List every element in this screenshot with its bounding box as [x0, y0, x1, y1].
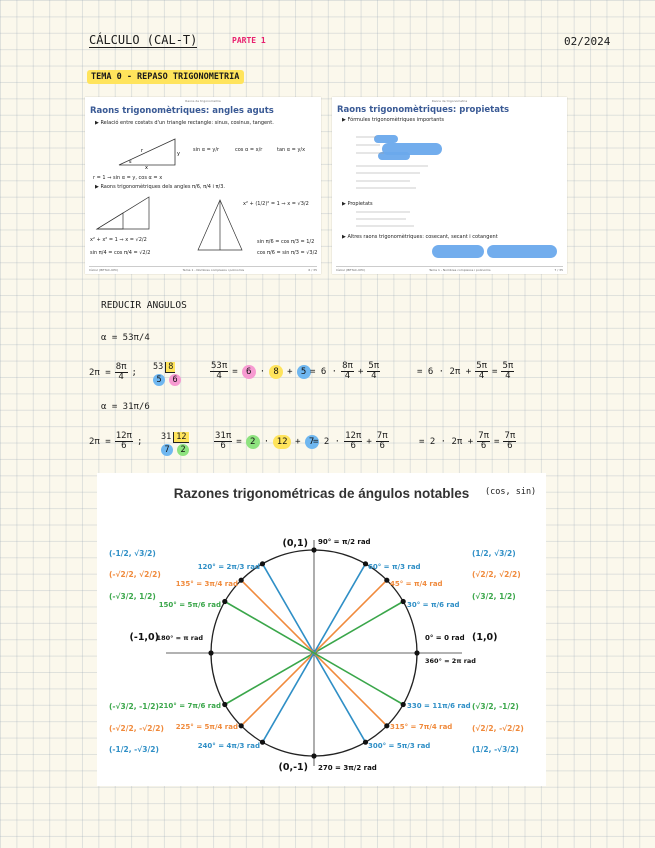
- angle-label-270: 270 = 3π/2 rad: [318, 764, 377, 772]
- coord-label: (-√3/2, -1/2): [109, 702, 159, 711]
- coord-label: (√3/2, -1/2): [472, 702, 519, 711]
- svg-text:r: r: [141, 148, 144, 154]
- decomposition: $\frac{31\pi}{6}$ = 2 · 12 + 7: [214, 432, 319, 451]
- slide-header: Raons de trigonometria: [185, 99, 221, 103]
- angle-point: [384, 578, 389, 583]
- angle-point: [222, 599, 227, 604]
- result: = 6 · 2π + $\frac{5\pi}{4}$ = $\frac{5\pi}{4}$: [417, 361, 514, 381]
- two-pi-equivalence: 2π = $\frac{12\pi}{6}$ ;: [89, 431, 143, 451]
- section-title: REDUCIR ANGULOS: [101, 300, 187, 311]
- angle-label-300: 300° = 5π/3 rad: [368, 742, 431, 750]
- coord-label: (√2/2, -√2/2): [472, 724, 524, 733]
- angle-label-210: 210° = 7π/6 rad: [158, 702, 221, 710]
- angle-label-330: 330 = 11π/6 rad: [407, 702, 471, 710]
- slide-angles-aguts: [85, 97, 321, 274]
- two-pi-equivalence: 2π = $\frac{8\pi}{4}$ ;: [89, 362, 137, 382]
- coord-label: (1/2, √3/2): [472, 549, 516, 558]
- triangle-diagram: [190, 195, 250, 255]
- coord-label: (-1/2, -√3/2): [109, 745, 159, 754]
- angle-label-120: 120° = 2π/3 rad: [197, 563, 260, 571]
- angle-point: [311, 547, 316, 552]
- slide-bullet: ▶ Raons trigonomètriques dels angles π/6, π/4 i π/3.: [95, 184, 225, 190]
- point-label-bottom: (0,-1): [278, 762, 308, 773]
- angle-point: [208, 650, 213, 655]
- equation: x² + x² = 1 ⇒ x = √2/2: [90, 237, 147, 243]
- angle-label-360: 360° = 2π rad: [425, 657, 476, 665]
- equation: sin π/4 = cos π/4 = √2/2: [90, 250, 151, 256]
- svg-text:x: x: [145, 165, 148, 169]
- coord-label: (-√2/2, -√2/2): [109, 724, 164, 733]
- slide-footer: Càlcul (BETAC-UPC) Tema 1 - Nombres complexos i polinomis 7 / 35: [336, 268, 563, 272]
- slide-title: Raons trigonomètriques: propietats: [337, 105, 510, 115]
- triangle-diagram: [115, 135, 185, 169]
- angle-point: [260, 740, 265, 745]
- angle-point: [401, 702, 406, 707]
- angle-point: [239, 723, 244, 728]
- division: 31 12 7 2: [161, 432, 189, 456]
- expanded-step: = 2 · $\frac{12\pi}{6}$ + $\frac{7\pi}{6}$: [313, 431, 388, 451]
- coord-label: (-√2/2, √2/2): [109, 570, 161, 579]
- highlight-blob: [432, 245, 484, 258]
- equation: cos π/6 = sin π/3 = √3/2: [257, 250, 318, 256]
- cos-formula: cos α = x/r: [235, 147, 263, 153]
- angle-point: [260, 561, 265, 566]
- angle-point: [414, 650, 419, 655]
- slide-footer: Càlcul (BETAC-UPC) Tema 1 - Nombres complexos i polinomis 6 / 35: [89, 268, 317, 272]
- angle-label-180: 180° = π rad: [156, 634, 203, 642]
- angle-label-225: 225° = 5π/4 rad: [175, 723, 238, 731]
- unit-circle-svg: [97, 473, 546, 786]
- division: 53 8 5 6: [153, 362, 181, 386]
- result: = 2 · 2π + $\frac{7\pi}{6}$ = $\frac{7\pi}{6}$: [419, 431, 516, 451]
- angle-point: [401, 599, 406, 604]
- slide-title: Raons trigonomètriques: angles aguts: [90, 106, 274, 116]
- coord-label: (√2/2, √2/2): [472, 570, 521, 579]
- formula-lines: [350, 133, 480, 203]
- angle-label-150: 150° = 5π/6 rad: [158, 601, 221, 609]
- slide-header: Raons de trigonometria: [431, 99, 468, 103]
- triangle-diagram: [93, 193, 153, 233]
- coord-label: (1/2, -√3/2): [472, 745, 519, 754]
- angle-point: [222, 702, 227, 707]
- angle-label-0: 0° = 0 rad: [425, 634, 465, 642]
- slide-bullet: ▶ Altres raons trigonomètriques: cosecant, secant i cotangent: [342, 234, 498, 240]
- coord-label: (√3/2, 1/2): [472, 592, 516, 601]
- highlight-blob: [487, 245, 557, 258]
- alpha-value: α = 53π/4: [101, 333, 150, 343]
- angle-point: [239, 578, 244, 583]
- angle-label-60: 60° = π/3 rad: [368, 563, 421, 571]
- coord-label: (-√3/2, 1/2): [109, 592, 156, 601]
- angle-label-135: 135° = 3π/4 rad: [175, 580, 238, 588]
- equation: x² + (1/2)² = 1 ⇒ x = √3/2: [243, 201, 309, 207]
- angle-label-90: 90° = π/2 rad: [318, 538, 371, 546]
- expanded-step: = 6 · $\frac{8\pi}{4}$ + $\frac{5\pi}{4}$: [310, 361, 380, 381]
- angle-label-45: 45° = π/4 rad: [390, 580, 443, 588]
- figure-title: Razones trigonométricas de ángulos notables: [173, 486, 470, 501]
- coord-label: (-1/2, √3/2): [109, 549, 156, 558]
- slide-bullet: ▶ Propietats: [342, 201, 373, 207]
- handwritten-note: (cos, sin): [485, 487, 537, 497]
- topic-heading: TEMA 0 - REPASO TRIGONOMETRIA: [87, 70, 244, 84]
- point-label-right: (1,0): [472, 632, 498, 643]
- slide-bullet: ▶ Relació entre costats d'un triangle rectangle: sinus, cosinus, tangent.: [95, 120, 274, 126]
- equation: sin π/6 = cos π/3 = 1/2: [257, 239, 315, 245]
- part-label: PARTE 1: [232, 36, 266, 45]
- angle-label-240: 240° = 4π/3 rad: [197, 742, 260, 750]
- formula-lines: [350, 208, 450, 232]
- decomposition: $\frac{53\pi}{4}$ = 6 · 8 + 5: [210, 362, 311, 381]
- point-label-top: (0,1): [282, 538, 308, 549]
- sin-formula: sin α = y/r: [193, 147, 220, 153]
- slide-bullet: ▶ Fórmules trigonomètriques importants: [342, 117, 444, 123]
- angle-point: [384, 723, 389, 728]
- point-label-left: (-1,0): [129, 632, 159, 643]
- slide-propietats: [332, 97, 567, 274]
- svg-text:α: α: [129, 159, 132, 164]
- page-title: CÁLCULO (CAL-T): [89, 33, 198, 47]
- angle-label-315: 315° = 7π/4 rad: [390, 723, 453, 731]
- unit-radius-note: r = 1 ⇒ sin α = y, cos α = x: [93, 175, 163, 181]
- svg-text:y: y: [177, 151, 180, 157]
- angle-label-30: 30° = π/6 rad: [407, 601, 460, 609]
- angle-point: [311, 753, 316, 758]
- alpha-value: α = 31π/6: [101, 402, 150, 412]
- tan-formula: tan α = y/x: [277, 147, 306, 153]
- date: 02/2024: [564, 35, 611, 48]
- unit-circle-figure: [97, 473, 546, 786]
